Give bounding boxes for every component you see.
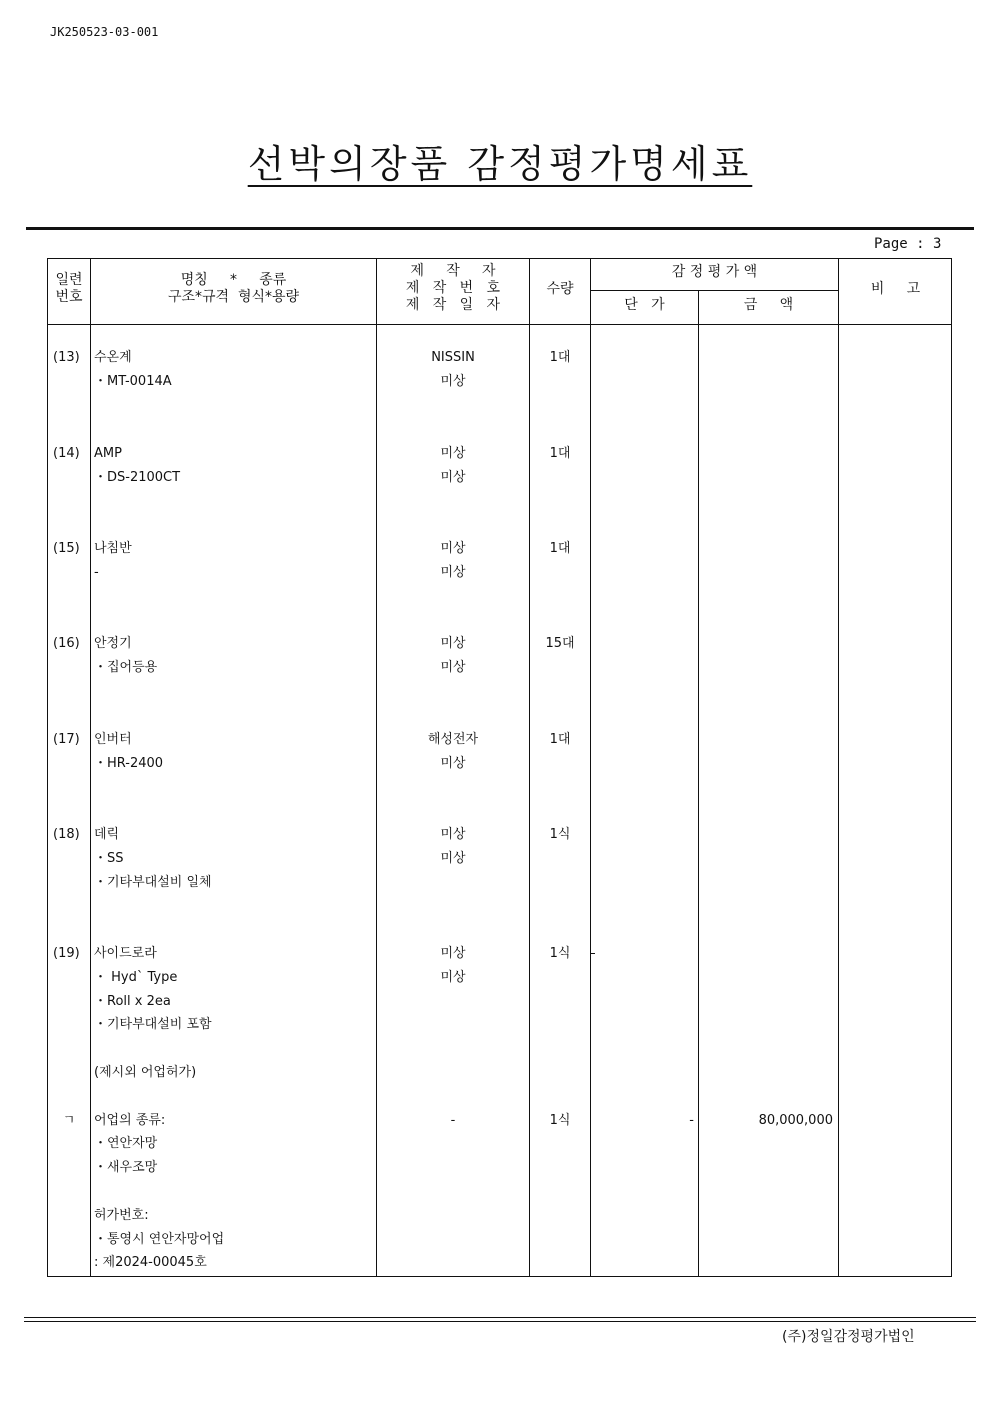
col-divider: [838, 258, 839, 1277]
page-title: 선박의장품 감정평가명세표: [247, 142, 753, 186]
item-maker: 미상: [440, 946, 466, 961]
permit-type: ・새우조망: [94, 1160, 158, 1175]
item-spec: ・MT-0014A: [94, 374, 172, 389]
document-id: JK250523-03-001: [50, 25, 159, 39]
item-date: 미상: [440, 756, 466, 771]
permit-maker: -: [450, 1113, 456, 1128]
item-spec: -: [94, 565, 99, 580]
row-number: ㄱ: [62, 1113, 76, 1128]
item-quantity: 1식: [549, 946, 571, 961]
item-spec: ・Roll x 2ea: [94, 994, 171, 1009]
item-date: 미상: [440, 970, 466, 985]
header-serial-no: 일련 번호: [55, 272, 83, 305]
footer-rule: [24, 1321, 976, 1322]
row-number: (19): [53, 946, 80, 961]
item-spec: ・ Hyd` Type: [94, 970, 178, 985]
item-maker: 해성전자: [427, 732, 479, 747]
row-number: (15): [53, 541, 80, 556]
permit-number-label: 허가번호:: [94, 1208, 149, 1223]
permit-number: : 제2024-00045호: [94, 1255, 207, 1270]
header-remarks: 비 고: [870, 281, 921, 297]
header-bottom-rule: [47, 324, 952, 325]
item-maker: 미상: [440, 446, 466, 461]
item-quantity: 1식: [549, 827, 571, 842]
item-spec: ・HR-2400: [94, 756, 164, 771]
header-subdivider: [590, 290, 838, 291]
header-name-type: 명칭 * 종류 구조*규격 형식*용량: [167, 272, 300, 305]
permit-amount: 80,000,000: [758, 1113, 833, 1128]
item-maker: 미상: [440, 541, 466, 556]
col-divider: [90, 258, 91, 1277]
permit-quantity: 1식: [549, 1113, 571, 1128]
row-number: (18): [53, 827, 80, 842]
item-spec: ・기타부대설비 일체: [94, 875, 212, 890]
item-name: 안정기: [94, 636, 132, 651]
permit-type: ・연안자망: [94, 1136, 158, 1151]
item-date: 미상: [440, 851, 466, 866]
page-number: Page : 3: [874, 236, 942, 252]
item-quantity: 1대: [549, 732, 571, 747]
item-name: 인버터: [94, 732, 132, 747]
item-quantity: 15대: [545, 636, 575, 651]
item-date: 미상: [440, 565, 466, 580]
item-date: 미상: [440, 660, 466, 675]
company-name: (주)정일감정평가법인: [782, 1329, 915, 1345]
row-number: (17): [53, 732, 80, 747]
item-quantity: 1대: [549, 446, 571, 461]
permit-type-label: 어업의 종류:: [94, 1113, 166, 1128]
permit-unit-price: -: [689, 1113, 694, 1128]
row-number: (14): [53, 446, 80, 461]
header-quantity: 수량: [546, 281, 574, 297]
item-maker: 미상: [440, 636, 466, 651]
item-quantity: 1대: [549, 541, 571, 556]
permit-authority: ・통영시 연안자망어업: [94, 1232, 225, 1247]
item-date: 미상: [440, 374, 466, 389]
header-maker: 제 작 자 제 작 번 호 제 작 일 자: [405, 263, 501, 313]
item-maker: NISSIN: [431, 350, 475, 365]
item-name: AMP: [94, 446, 122, 461]
item-name: 데릭: [94, 827, 120, 842]
row-number: (16): [53, 636, 80, 651]
item-quantity: 1대: [549, 350, 571, 365]
header-amount: 금 액: [743, 297, 794, 313]
footer-rule: [24, 1317, 976, 1318]
item-name: 사이드로라: [94, 946, 157, 961]
row-number: (13): [53, 350, 80, 365]
note-line: (제시외 어업허가): [94, 1065, 197, 1080]
item-name: 수온계: [94, 350, 132, 365]
item-name: 나침반: [94, 541, 132, 556]
header-unit-price: 단 가: [624, 297, 665, 313]
item-maker: 미상: [440, 827, 466, 842]
item-spec: ・DS-2100CT: [94, 470, 181, 485]
header-appraised-value: 감 정 평 가 액: [671, 264, 758, 280]
item-spec: ・기타부대설비 포함: [94, 1017, 212, 1032]
top-rule: [26, 227, 974, 230]
item-spec: ・집어등용: [94, 660, 158, 675]
item-spec: ・SS: [94, 851, 124, 866]
item-date: 미상: [440, 470, 466, 485]
group-bracket: [590, 342, 595, 954]
